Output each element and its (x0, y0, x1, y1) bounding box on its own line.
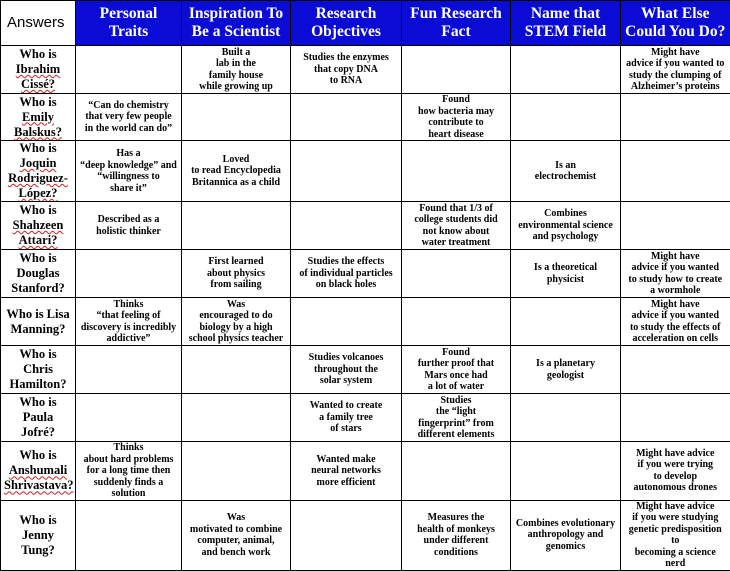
clue-cell (402, 250, 511, 298)
header-inspiration: Inspiration To Be a Scientist (182, 1, 291, 46)
clue-cell: Wanted to create a family tree of stars (291, 394, 402, 442)
clue-cell: First learned about physics from sailing (182, 250, 291, 298)
clue-cell: Studies the enzymes that copy DNA to RNA (291, 46, 402, 94)
who-is-label: Who is Lisa (6, 306, 70, 321)
clue-cell: Thinks “that feeling of discovery is incredibly addictive” (76, 298, 182, 346)
who-is-label: Who is (19, 448, 57, 463)
clue-cell: Found further proof that Mars once had a lot of water (402, 346, 511, 394)
clue-cell (291, 141, 402, 202)
clue-cell (511, 46, 621, 94)
clue-cell (291, 202, 402, 250)
scientist-name: Hamilton? (9, 377, 67, 391)
clue-cell (621, 346, 730, 394)
scientist-name-cell (1, 94, 76, 141)
scientist-name-cell (1, 202, 76, 250)
clue-cell (402, 46, 511, 94)
clue-cell: Might have advice if you were trying to develop autonomous drones (621, 442, 730, 501)
clue-cell: Measures the health of monkeys under different conditions (402, 500, 511, 570)
clue-cell (76, 46, 182, 94)
clue-cell: Wanted make neural networks more efficient (291, 442, 402, 501)
clue-cell: Might have advice if you were studying genetic predisposition to becoming a science nerd (621, 500, 730, 570)
clue-cell: Might have advice if you wanted to study the effects of acceleration on cells (621, 298, 730, 346)
clue-cell: Studies the effects of individual particles on black holes (291, 250, 402, 298)
clue-cell (182, 442, 291, 501)
clue-cell: Might have advice if you wanted to study the clumping of Alzheimer’s proteins (621, 46, 730, 94)
clue-cell: Is a planetary geologist (511, 346, 621, 394)
scientist-name-cell (1, 46, 76, 94)
table-row (1, 94, 730, 141)
clue-cell (621, 202, 730, 250)
header-what-else: What Else Could You Do? (621, 1, 730, 46)
clue-cell (291, 94, 402, 141)
scientist-name-cell (1, 346, 76, 394)
table-row (1, 46, 730, 94)
scientist-name: Shahzeen Attari? (12, 218, 64, 247)
clue-cell: Studies volcanoes throughout the solar system (291, 346, 402, 394)
clue-cell: Found that 1/3 of college students did not know about water treatment (402, 202, 511, 250)
clue-cell: Is an electrochemist (511, 141, 621, 202)
clue-cell: Loved to read Encyclopedia Britannica as a child (182, 141, 291, 202)
clue-cell: Found how bacteria may contribute to heart disease (402, 94, 511, 141)
table-row (1, 141, 730, 202)
who-is-label: Who is (19, 94, 57, 109)
scientist-name: Tung? (21, 542, 55, 557)
header-personal-traits: Personal Traits (76, 1, 182, 46)
clue-cell (76, 250, 182, 298)
clue-cell (291, 500, 402, 570)
scientist-name: Joquin Rodriguez- López? (8, 156, 68, 200)
clue-cell (511, 298, 621, 346)
clue-cell (182, 346, 291, 394)
header-fun-research-fact: Fun Research Fact (402, 1, 511, 46)
clue-cell: Has a “deep knowledge” and “willingness to share it” (76, 141, 182, 202)
clue-cell: “Can do chemistry that very few people in the world can do” (76, 94, 182, 141)
clue-cell (182, 94, 291, 141)
clue-cell (511, 394, 621, 442)
header-row (1, 1, 730, 46)
clue-cell (182, 202, 291, 250)
scientist-name: Emily Balskus? (14, 109, 62, 139)
clue-cell (621, 141, 730, 202)
clue-cell: Might have advice if you wanted to study how to create a wormhole (621, 250, 730, 298)
scientist-name-cell (1, 298, 76, 346)
header-research-objectives: Research Objectives (291, 1, 402, 46)
scientist-name-cell (1, 250, 76, 298)
clue-cell (402, 141, 511, 202)
clue-cell: Described as a holistic thinker (76, 202, 182, 250)
clue-cell: Combines evolutionary anthropology and genomics (511, 500, 621, 570)
clue-cell (621, 394, 730, 442)
header-stem-field: Name that STEM Field (511, 1, 621, 46)
clue-cell: Studies the “light fingerprint” from different elements (402, 394, 511, 442)
clue-cell (511, 442, 621, 501)
answers-label: Answers (1, 1, 76, 46)
clue-cell (402, 298, 511, 346)
clue-cell (291, 298, 402, 346)
clue-cell (621, 94, 730, 141)
scientist-name-cell (1, 442, 76, 501)
clue-cell: Was encouraged to do biology by a high school physics teacher (182, 298, 291, 346)
table-row (1, 394, 730, 442)
who-is-label: Who is (19, 141, 57, 155)
scientist-name: Manning? (10, 321, 66, 336)
table-row (1, 500, 730, 570)
clue-cell (76, 346, 182, 394)
clue-cell (402, 442, 511, 501)
who-is-label: Who is (19, 251, 57, 265)
who-is-label: Who is (19, 203, 57, 217)
scientist-name-cell (1, 141, 76, 202)
clue-cell (76, 394, 182, 442)
clue-cell: Built a lab in the family house while growing up (182, 46, 291, 94)
table-row (1, 250, 730, 298)
scientist-name: Ibrahim Cissé? (15, 62, 61, 91)
scientist-name-cell (1, 500, 76, 570)
table-row (1, 298, 730, 346)
scientist-name: Anshumali Shrivastava? (4, 463, 74, 493)
table-row (1, 442, 730, 501)
clue-cell (511, 94, 621, 141)
scientist-name-cell (1, 394, 76, 442)
who-is-label: Who is Jenny (19, 512, 57, 542)
clue-cell (182, 394, 291, 442)
clue-cell: Was motivated to combine computer, animal, and bench work (182, 500, 291, 570)
scientist-name: Douglas Stanford? (11, 266, 65, 295)
clue-cell (76, 500, 182, 570)
who-is-label: Who is Chris (19, 347, 57, 376)
clue-cell: Is a theoretical physicist (511, 250, 621, 298)
clue-cell: Combines environmental science and psychology (511, 202, 621, 250)
who-is-label: Who is Paula (19, 395, 57, 424)
scientist-name: Jofré? (20, 425, 55, 439)
clue-cell: Thinks about hard problems for a long time then suddenly finds a solution (76, 442, 182, 501)
table-row (1, 346, 730, 394)
table-row (1, 202, 730, 250)
who-is-label: Who is (19, 47, 57, 61)
